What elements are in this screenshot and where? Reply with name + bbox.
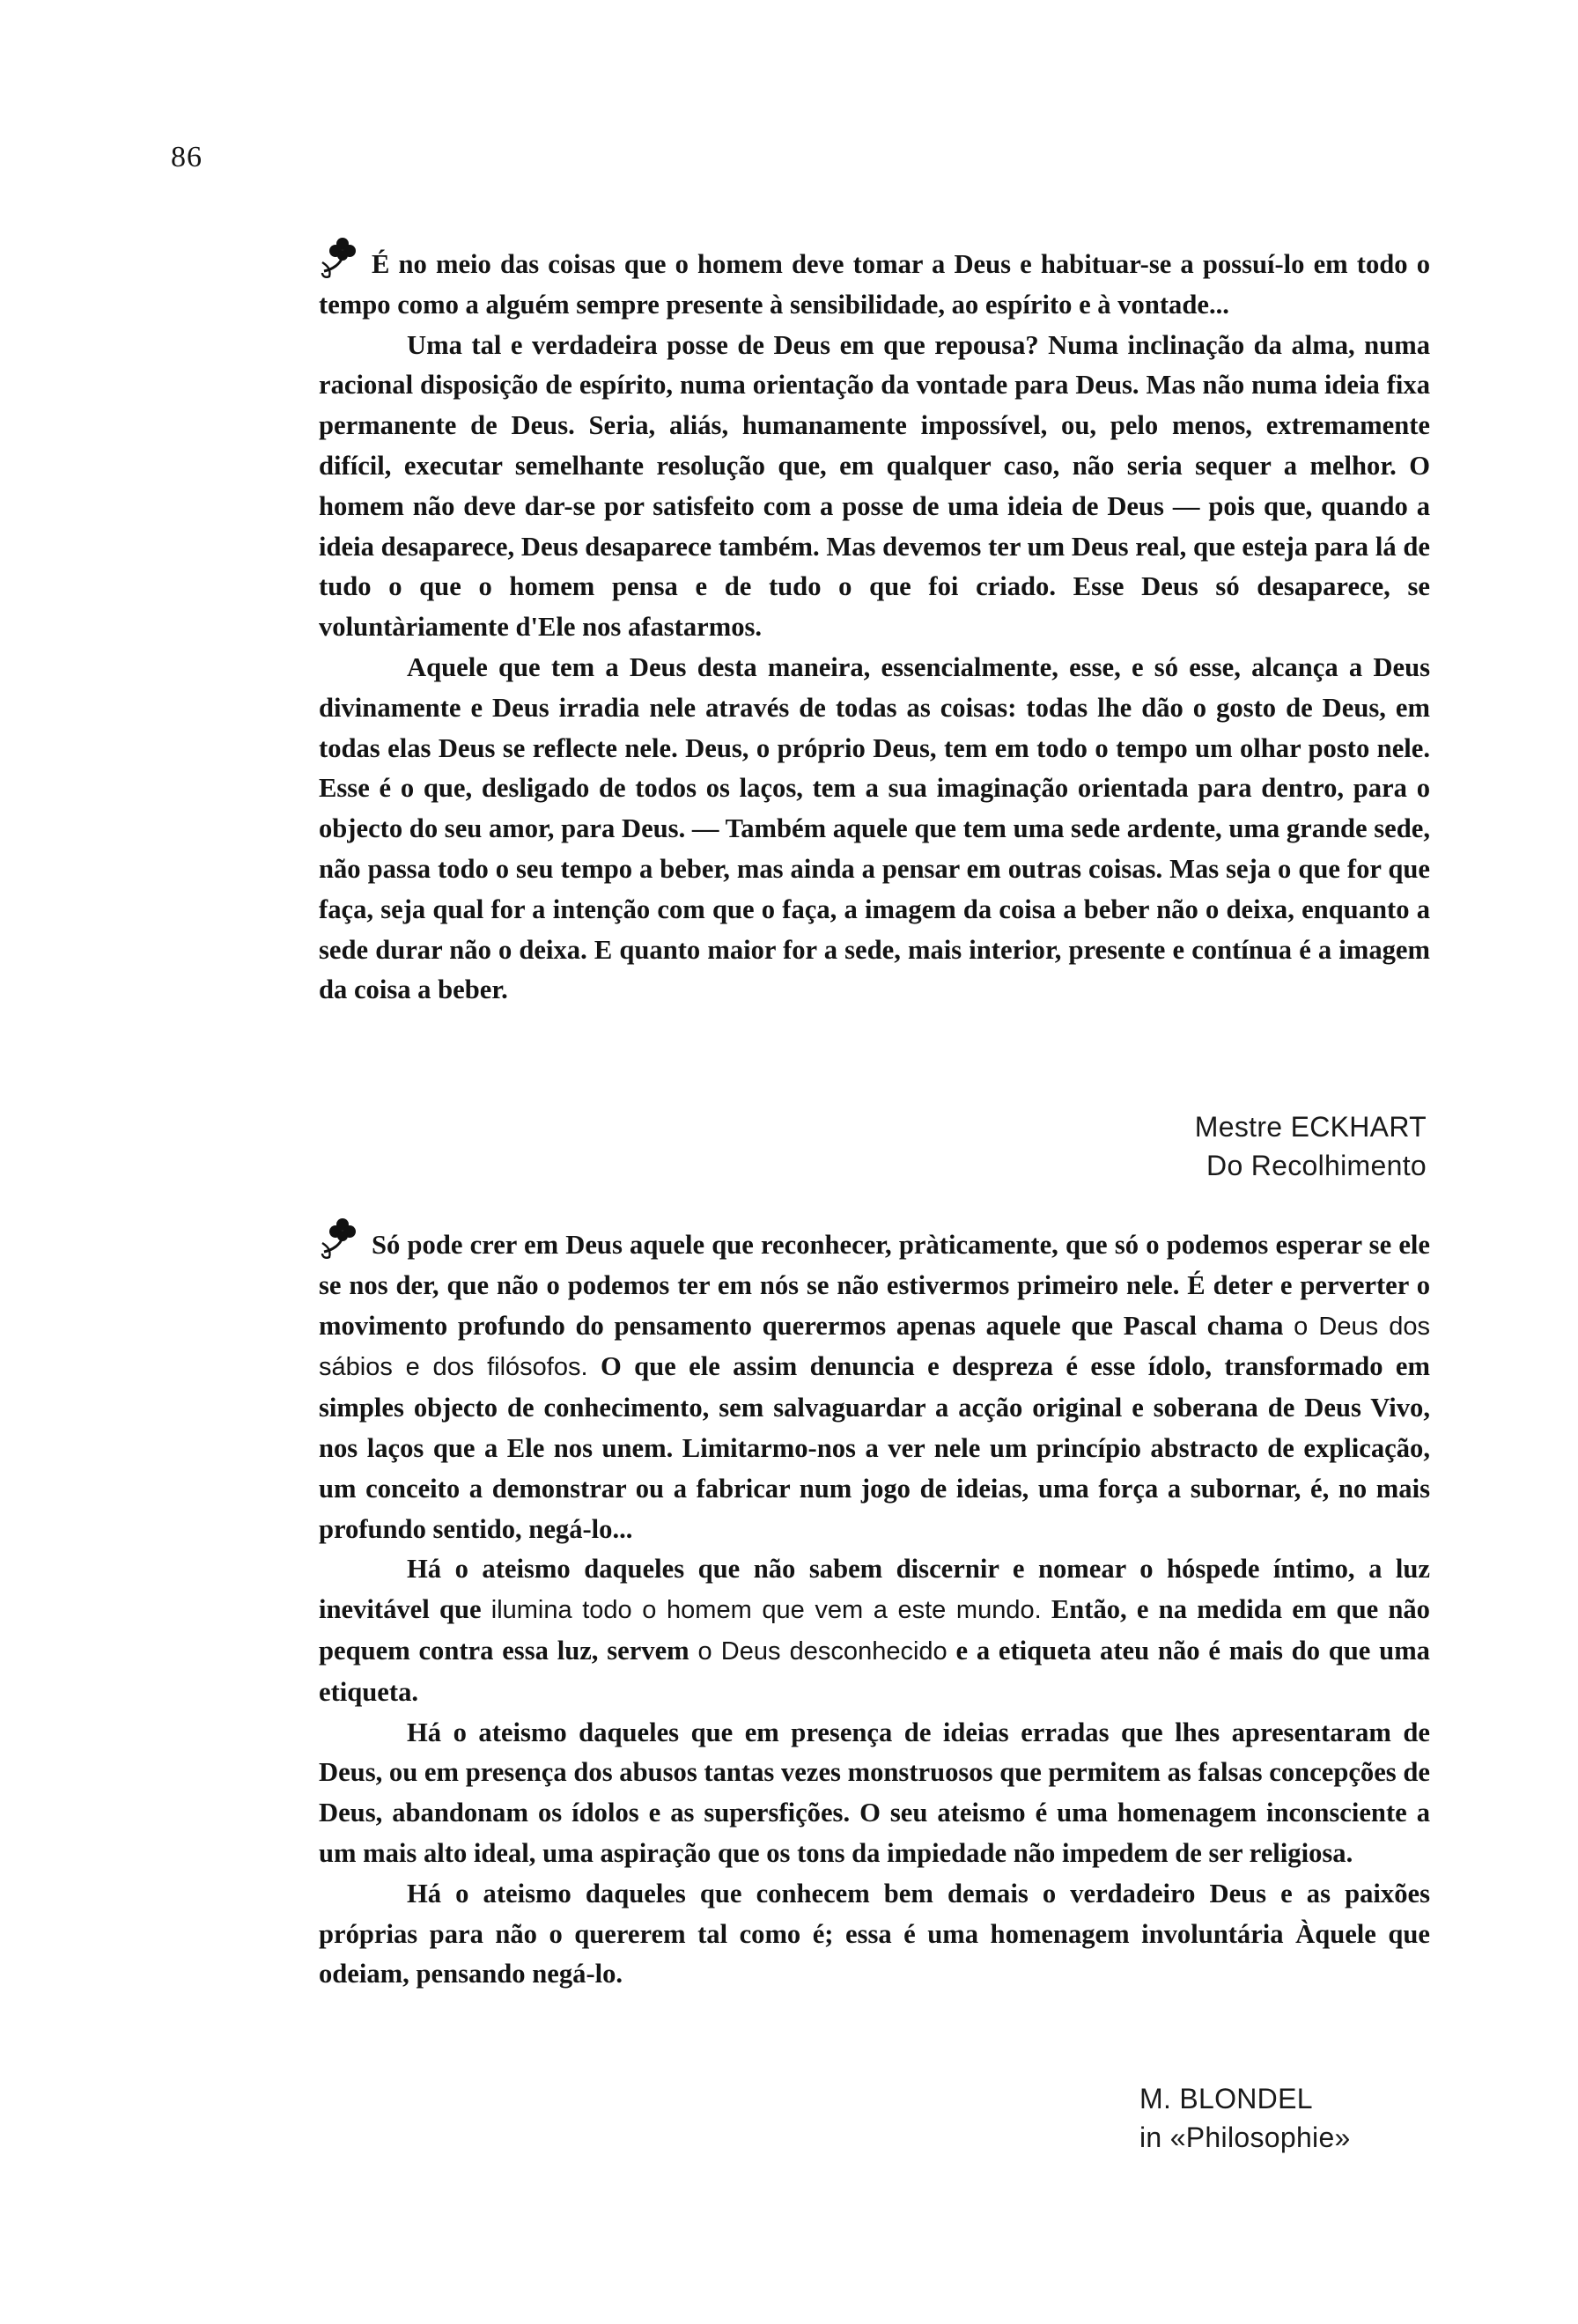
attribution-source: Do Recolhimento <box>1206 1150 1427 1181</box>
pascal-quote: o Deus dos sábios e dos filósofos. <box>319 1312 1430 1382</box>
blondel-quote <box>319 1217 1430 1995</box>
paragraph <box>319 1217 1430 1549</box>
paragraph-text: e a etiqueta ateu não é mais do que uma etiqueta. <box>319 1635 1430 1707</box>
paragraph: Há o ateismo daqueles que conhecem bem demais o verdadeiro Deus e as paixões próprias para não o quererem tal como é; essa é uma homenagem involuntária Àquele que odeiam, pensando negá-lo. <box>319 1878 1430 1989</box>
page-number: 86 <box>171 141 203 173</box>
eckhart-quote <box>319 236 1430 1011</box>
attribution-blondel <box>969 2079 1377 2157</box>
paragraph <box>319 1549 1430 1712</box>
clover-ornament-icon <box>319 236 356 276</box>
attribution-source: in «Philosophie» <box>1139 2122 1351 2153</box>
attribution-author: Mestre ECKHART <box>1194 1111 1427 1143</box>
attribution-author: M. BLONDEL <box>1139 2083 1313 2114</box>
paragraph-text: Só pode crer em Deus aquele que reconhecer, pràticamente, que só o podemos esperar se ele se nos der, que não o podemos ter em nós se não estivermos primeiro nele. É deter e perverter o movimento profundo do pensamento querermos apenas aquele que Pascal chama <box>319 1230 1430 1341</box>
paragraph-text: Há o ateismo daqueles que não sabem discernir e nomear o hóspede íntimo, a luz inevitável que <box>319 1554 1430 1625</box>
paragraph: Há o ateismo daqueles que em presença de ideias erradas que lhes apresentaram de Deus, ou em presença dos abusos tantas vezes monstruosos que permitem as falsas concepções de Deus, abandonam os ídolos e as supersfições. O seu ateismo é uma homenagem inconsciente a um mais alto ideal, uma aspiração que os tons da impiedade não impedem de ser religiosa. <box>319 1717 1430 1868</box>
paragraph: Aquele que tem a Deus desta maneira, essencialmente, esse, e só esse, alcança a Deus divinamente e Deus irradia nele através de todas as coisas: todas lhe dão o gosto de Deus, em todas elas Deus se reflecte nele. Deus, o próprio Deus, tem em todo o tempo um olhar posto nele. Esse é o que, desligado de todos os laços, tem a sua imaginação orientada para dentro, para o objecto do seu amor, para Deus. — Também aquele que tem uma sede ardente, uma grande sede, não passa todo o seu tempo a beber, mas ainda a pensar em outras coisas. Mas seja o que for que faça, seja qual for a intenção com que o faça, a imagem da coisa a beber não o deixa, enquanto a sede durar não o deixa. E quanto maior for a sede, mais interior, presente e contínua é a imagem da coisa a beber. <box>319 651 1430 1005</box>
paragraph: Uma tal e verdadeira posse de Deus em que repousa? Numa inclinação da alma, numa racional disposição de espírito, numa orientação da vontade para Deus. Mas não numa ideia fixa permanente de Deus. Seria, aliás, humanamente impossível, ou, pelo menos, extremamente difícil, executar semelhante resolução que, em qualquer caso, não seria sequer a melhor. O homem não deve dar-se por satisfeito com a posse de uma ideia de Deus — pois que, quando a ideia desaparece, Deus desaparece também. Mas devemos ter um Deus real, que esteja para lá de tudo o que o homem pensa e de tudo o que foi criado. Esse Deus só desaparece, se voluntàriamente d'Ele nos afastarmos. <box>319 329 1430 643</box>
paragraph-text: O que ele assim denuncia e despreza é esse ídolo, transformado em simples objecto de conhecimento, sem salvaguardar a acção original e soberana de Deus Vivo, nos laços que a Ele nos unem. Limitarmo-nos a ver nele um princípio abstracto de explicação, um conceito a demonstrar ou a fabricar num jogo de ideias, uma força a subornar, é, no mais profundo sentido, negá-lo... <box>319 1351 1430 1544</box>
gospel-quote: ilumina todo o homem que vem a este mundo. <box>490 1596 1042 1625</box>
clover-ornament-icon <box>319 1217 356 1257</box>
attribution-eckhart <box>969 1107 1427 1185</box>
paragraph-text: Então, e na medida em que não pequem contra essa luz, servem <box>319 1594 1430 1666</box>
paragraph-text: É no meio das coisas que o homem deve tomar a Deus e habituar-se a possuí-lo em todo o tempo como a alguém sempre presente à sensibilidade, ao espírito e à vontade... <box>319 249 1430 320</box>
paragraph <box>319 236 1430 326</box>
unknown-god-quote: o Deus desconhecido <box>697 1636 948 1666</box>
